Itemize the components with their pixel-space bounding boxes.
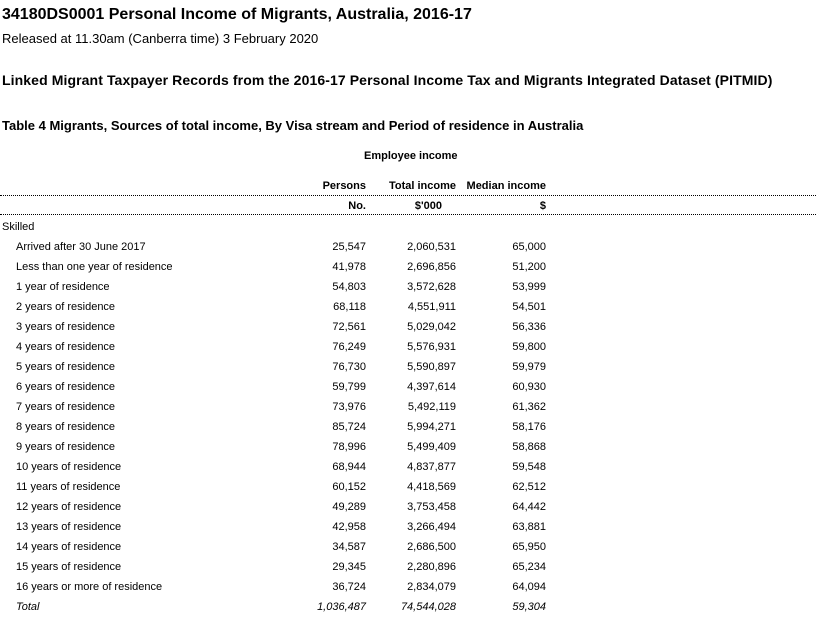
total-persons: 1,036,487 — [317, 601, 366, 613]
cell-median-income: 58,176 — [512, 421, 546, 433]
cell-persons: 36,724 — [332, 581, 366, 593]
cell-persons: 76,730 — [332, 361, 366, 373]
cell-persons: 68,944 — [332, 461, 366, 473]
column-header-median-income: Median income — [466, 180, 546, 192]
row-label: 11 years of residence — [16, 481, 121, 493]
cell-persons: 25,547 — [332, 241, 366, 253]
cell-median-income: 64,094 — [512, 581, 546, 593]
cell-persons: 68,118 — [333, 301, 366, 313]
row-label: 5 years of residence — [16, 361, 116, 373]
column-unit-persons: No. — [348, 200, 366, 212]
cell-total-income: 2,834,079 — [407, 581, 456, 593]
cell-total-income: 3,753,458 — [407, 501, 456, 513]
cell-total-income: 5,576,931 — [407, 341, 456, 353]
cell-persons: 60,152 — [332, 481, 366, 493]
cell-total-income: 2,696,856 — [407, 261, 456, 273]
cell-median-income: 65,950 — [512, 541, 546, 553]
total-median-income: 59,304 — [512, 601, 546, 613]
row-label: 15 years of residence — [16, 561, 122, 573]
cell-persons: 42,958 — [332, 521, 366, 533]
cell-median-income: 63,881 — [512, 521, 546, 533]
row-label: 12 years of residence — [16, 501, 122, 513]
cell-median-income: 53,999 — [512, 281, 546, 293]
row-label: Less than one year of residence — [16, 261, 173, 273]
row-label: 9 years of residence — [16, 441, 116, 453]
cell-total-income: 5,029,042 — [407, 321, 456, 333]
cell-median-income: 64,442 — [512, 501, 546, 513]
total-total-income: 74,544,028 — [400, 601, 456, 613]
row-label: 6 years of residence — [16, 381, 116, 393]
cell-median-income: 65,234 — [512, 561, 546, 573]
cell-total-income: 5,499,409 — [407, 441, 456, 453]
row-label: Arrived after 30 June 2017 — [16, 241, 146, 253]
cell-median-income: 54,501 — [512, 301, 546, 313]
row-label: 2 years of residence — [16, 301, 116, 313]
column-header-total-income: Total income — [388, 180, 456, 192]
column-header-persons: Persons — [322, 180, 366, 192]
cell-persons: 85,724 — [332, 421, 366, 433]
table-title: Table 4 Migrants, Sources of total income, By Visa stream and Period of residence in Australia — [2, 118, 584, 133]
cell-persons: 34,587 — [332, 541, 366, 553]
row-label: 7 years of residence — [16, 401, 116, 413]
cell-persons: 29,345 — [332, 561, 366, 573]
cell-persons: 59,799 — [332, 381, 366, 393]
row-label: 1 year of residence — [16, 281, 110, 293]
cell-persons: 76,249 — [332, 341, 366, 353]
cell-persons: 73,976 — [332, 401, 366, 413]
row-label: 10 years of residence — [16, 461, 122, 473]
document-title: 34180DS0001 Personal Income of Migrants, Australia, 2016-17 — [2, 6, 472, 23]
row-label: 13 years of residence — [16, 521, 122, 533]
row-label: 16 years or more of residence — [16, 581, 163, 593]
cell-median-income: 56,336 — [512, 321, 546, 333]
cell-persons: 54,803 — [332, 281, 366, 293]
cell-total-income: 3,572,628 — [407, 281, 456, 293]
header-divider-top — [0, 195, 816, 196]
row-label: 14 years of residence — [16, 541, 122, 553]
cell-median-income: 59,979 — [512, 361, 546, 373]
cell-total-income: 5,492,119 — [407, 401, 456, 413]
cell-total-income: 2,060,531 — [407, 241, 456, 253]
cell-median-income: 51,200 — [512, 261, 546, 273]
cell-persons: 41,978 — [332, 261, 366, 273]
cell-median-income: 59,800 — [512, 341, 546, 353]
cell-persons: 72,561 — [332, 321, 366, 333]
cell-total-income: 4,551,911 — [407, 301, 456, 313]
cell-total-income: 4,397,614 — [407, 381, 456, 393]
cell-median-income: 59,548 — [512, 461, 546, 473]
cell-median-income: 62,512 — [512, 481, 546, 493]
cell-median-income: 61,362 — [512, 401, 546, 413]
header-divider-bottom — [0, 214, 816, 215]
row-label: 4 years of residence — [16, 341, 116, 353]
cell-total-income: 5,590,897 — [407, 361, 456, 373]
cell-total-income: 4,837,877 — [407, 461, 456, 473]
total-label: Total — [16, 601, 40, 613]
cell-median-income: 65,000 — [512, 241, 546, 253]
cell-persons: 78,996 — [332, 441, 366, 453]
cell-median-income: 58,868 — [512, 441, 546, 453]
document-subtitle: Linked Migrant Taxpayer Records from the 2016-17 Personal Income Tax and Migrants Integrated Dataset (PITMID) — [2, 72, 773, 88]
cell-median-income: 60,930 — [512, 381, 546, 393]
cell-total-income: 5,994,271 — [407, 421, 456, 433]
row-label: 8 years of residence — [16, 421, 116, 433]
column-unit-total-income: $'000 — [414, 200, 442, 212]
cell-total-income: 2,686,500 — [407, 541, 456, 553]
cell-persons: 49,289 — [332, 501, 366, 513]
row-label: 3 years of residence — [16, 321, 116, 333]
release-info: Released at 11.30am (Canberra time) 3 February 2020 — [2, 31, 319, 46]
column-group-header: Employee income — [364, 150, 458, 162]
column-unit-median-income: $ — [539, 200, 546, 212]
cell-total-income: 2,280,896 — [407, 561, 456, 573]
section-label-skilled: Skilled — [2, 221, 35, 233]
cell-total-income: 4,418,569 — [407, 481, 456, 493]
cell-total-income: 3,266,494 — [407, 521, 456, 533]
